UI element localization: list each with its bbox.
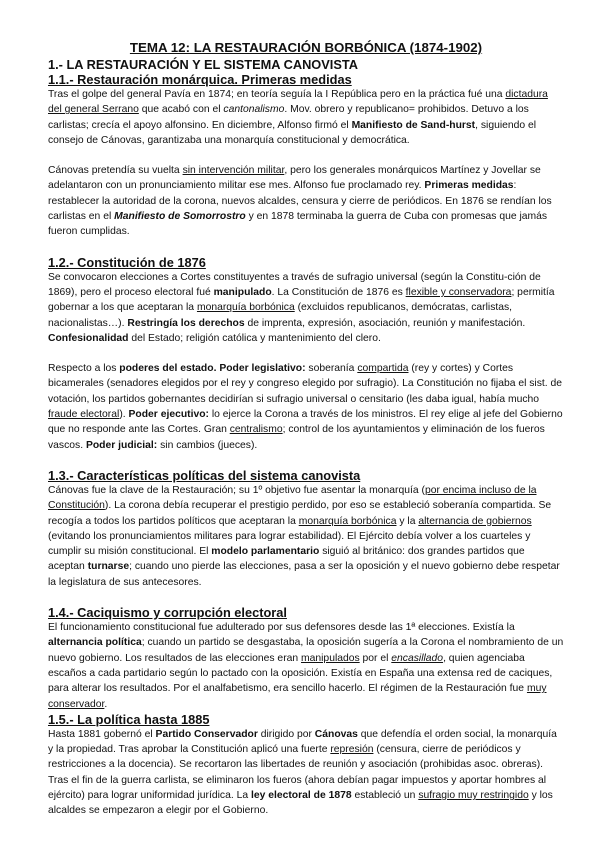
section-1-heading: 1.- LA RESTAURACIÓN Y EL SISTEMA CANOVISTA	[48, 57, 358, 72]
paragraph-1-4-a: El funcionamiento constitucional fue adulterado por sus defensores desde las 1ª elecciones. Existía la alternancia política; cuando un partido se desgastaba, la oposición sugería a la Corona el nombramiento de un nuevo gobierno. Los resultados de las elecciones eran manipulados por el encasillado, quien agenciaba escaños a cada partidario según lo pactado con la oposición. Existía en España una extensa red de caciques, para alterar los resultados. Por el analfabetismo, era sencillo hacerlo. El régimen de la Restauración fue muy conservador.	[48, 622, 564, 710]
subsection-1-1-heading: 1.1.- Restauración monárquica. Primeras medidas	[48, 72, 352, 87]
subsection-1-5-heading: 1.5.- La política hasta 1885	[48, 711, 210, 727]
paragraph-1-5-a: Hasta 1881 gobernó el Partido Conservador dirigido por Cánovas que defendía el orden social, la monarquía y la propiedad. Tras aprobar la Constitución aplicó una fuerte represión (censura, cierre de periódicos y restricciones a la docencia). Se recortaron las libertades de reunión y asociación (prohibidas asoc. obreras). Tras el fin de la guerra carlista, se eliminaron los fueros (ahora debían pagar impuestos y aportar hombres al ejército) para lograr uniformidad jurídica. La ley electoral de 1878 estableció un sufragio muy restringido y los alcaldes se empezaron a elegir por el Gobierno.	[48, 728, 557, 817]
subsection-1-3-heading: 1.3.- Características políticas del sistema canovista	[48, 467, 361, 483]
paragraph-1-2-b: Respecto a los poderes del estado. Poder legislativo: soberanía compartida (rey y cortes) y Cortes bicamerales (senadores elegidos por el rey y congreso elegido por sufragio). La Constitución no fijaba el sist. de votación, los partidos gobernantes decidirían si sufragio universal o censitario (les daba igual, había mucho fraude electoral). Poder ejecutivo: lo ejerce la Corona a través de los ministros. El rey elige al jefe del Gobierno que no responde ante las Cortes. Gran centralismo; control de los ayuntamientos y eliminación de los fueros vascos. Poder judicial: sin cambios (jueces).	[48, 363, 563, 451]
paragraph-1-1-a: Tras el golpe del general Pavía en 1874; en teoría seguía la I República pero en la práctica fué una dictadura del general Serrano que acabó con el cantonalismo. Mov. obrero y republicano= prohibidos. Detuvo a los carlistas; crecía el apoyo alfonsino. En diciembre, Alfonso firmó el Manifiesto de Sand-hurst, siguiendo el consejo de Cánovas, garantizaba una monarquía constitucional y democrática.	[48, 89, 548, 146]
paragraph-1-3-a: Cánovas fue la clave de la Restauración; su 1º objetivo fue asentar la monarquía (por encima incluso de la Constitución). La corona debía recuperar el prestigio perdido, por eso se estableció soberanía compartida. Se recogía a todos los partidos políticos que aceptaran la monarquía borbónica y la alternancia de gobiernos (evitando los pronunciamientos militares para lograr estabilidad). El Ejército debía volver a los cuarteles y cumplir su misión constitucional. El modelo parlamentario siguió al británico: dos grandes partidos que aceptan turnarse; cuando uno pierde las elecciones, pasa a ser la oposición y el nuevo gobierno debe respetar la legislatura de sus antecesores.	[48, 484, 560, 588]
paragraph-1-1-b: Cánovas pretendía su vuelta sin intervención militar, pero los generales monárquicos Martínez y Jovellar se adelantaron con un pronunciamiento militar ese mes. Alfonso fue proclamado rey. Primeras medidas: restablecer la autoridad de la corona, nuevos alcaldes, censura y cierre de periódicos. En 1876 se rendían los carlistas en el Manifiesto de Somorrostro y en 1878 terminaba la guerra de Cuba con promesas que jamás fueron cumplidas.	[48, 165, 552, 238]
subsection-1-2-heading: 1.2.- Constitución de 1876	[48, 254, 206, 270]
subsection-1-4-heading: 1.4.- Caciquismo y corrupción electoral	[48, 605, 287, 621]
document-title: TEMA 12: LA RESTAURACIÓN BORBÓNICA (1874-1902)	[129, 40, 483, 55]
paragraph-1-2-a: Se convocaron elecciones a Cortes constituyentes a través de sufragio universal (según la Constitu-ción de 1869), pero el proceso electoral fué manipulado. La Constitución de 1876 es flexible y conservadora; permitía gobernar a los que aceptaran la monarquía borbónica (excluidos republicanos, demócratas, carlistas, nacionalistas…). Restringía los derechos de imprenta, expresión, asociación, reunión y manifestación. Confesionalidad del Estado; religión católica y mantenimiento del clero.	[48, 271, 555, 344]
document-page	[48, 40, 564, 819]
